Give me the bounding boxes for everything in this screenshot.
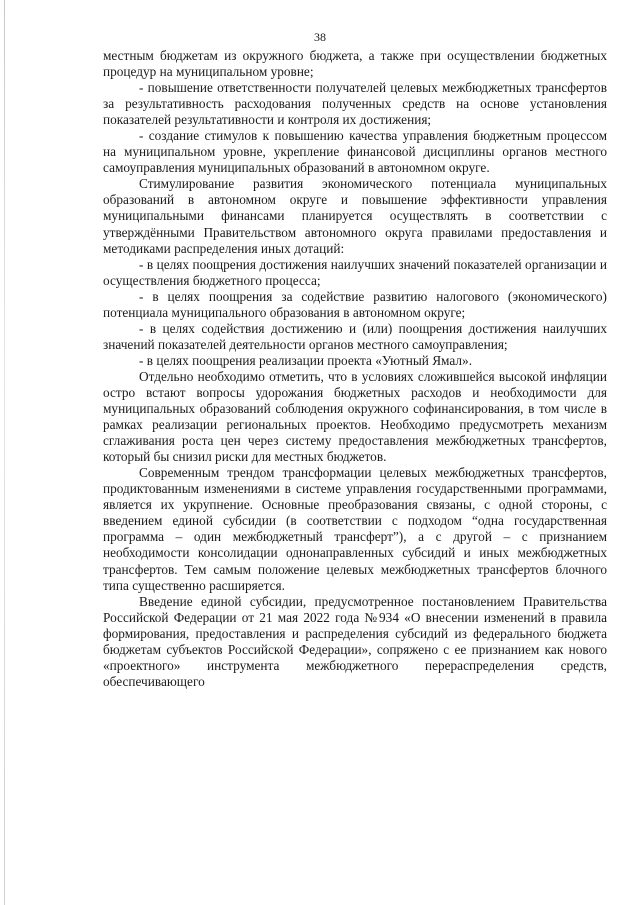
paragraph: Отдельно необходимо отметить, что в условиях сложившейся высокой инфляции остро встают вопросы удорожания бюджетных расходов и необходимости для муниципальных образований соблюдения окружного софинансирования, в том числе в рамках реализации региональных проектов. Необходимо предусмотреть механизм сглаживания роста цен через систему предоставления межбюджетных трансфертов, который бы снизил риски для местных бюджетов. <box>103 368 607 465</box>
bullet-paragraph: - повышение ответственности получателей целевых межбюджетных трансфертов за результативность расходования полученных средств на основе установления показателей результативности и контроля их достижения; <box>103 80 607 128</box>
bullet-paragraph: - в целях поощрения достижения наилучших значений показателей организации и осуществления бюджетного процесса; <box>103 256 607 288</box>
paragraph: Стимулирование развития экономического потенциала муниципальных образований в автономном округе и повышение эффективности управления муниципальными финансами планируется осуществлять в соответствии с утверждёнными Правительством автономного округа правилами предоставления и методиками распределения иных дотаций: <box>103 176 607 256</box>
bullet-paragraph: - в целях поощрения реализации проекта «Уютный Ямал». <box>139 352 473 368</box>
paragraph: Современным трендом трансформации целевых межбюджетных трансфертов, продиктованным изменениями в системе управления государственными программами, является их укрупнение. Основные преобразования связаны, с одной стороны, с введением единой субсидии (в соответствии с подходом “одна государственная программа – один межбюджетный трансферт”), а с другой – с признанием необходимости консолидации однонаправленных субсидий и иных межбюджетных трансфертов. Тем самым положение целевых межбюджетных трансфертов блочного типа существенно расширяется. <box>103 465 607 593</box>
binder-edge-line <box>4 0 5 905</box>
bullet-paragraph: - создание стимулов к повышению качества управления бюджетным процессом на муниципальном уровне, укрепление финансовой дисциплины органов местного самоуправления муниципальных образований в автономном округе. <box>103 128 607 176</box>
paragraph: местным бюджетам из окружного бюджета, а также при осуществлении бюджетных процедур на муниципальном уровне; <box>103 48 607 80</box>
bullet-paragraph: - в целях содействия достижению и (или) поощрения достижения наилучших значений показателей деятельности органов местного самоуправления; <box>103 320 607 352</box>
bullet-paragraph: - в целях поощрения за содействие развитию налогового (экономического) потенциала муниципального образования в автономном округе; <box>103 288 607 320</box>
page-number: 38 <box>314 30 326 44</box>
paragraph: Введение единой субсидии, предусмотренное постановлением Правительства Российской Федерации от 21 мая 2022 года №934 «О внесении изменений в правила формирования, предоставления и распределения субсидий из федерального бюджета бюджетам субъектов Российской Федерации», сопряжено с ее признанием как нового «проектного» инструмента межбюджетного перераспределения средств, обеспечивающего <box>103 593 607 689</box>
document-body <box>103 48 607 690</box>
